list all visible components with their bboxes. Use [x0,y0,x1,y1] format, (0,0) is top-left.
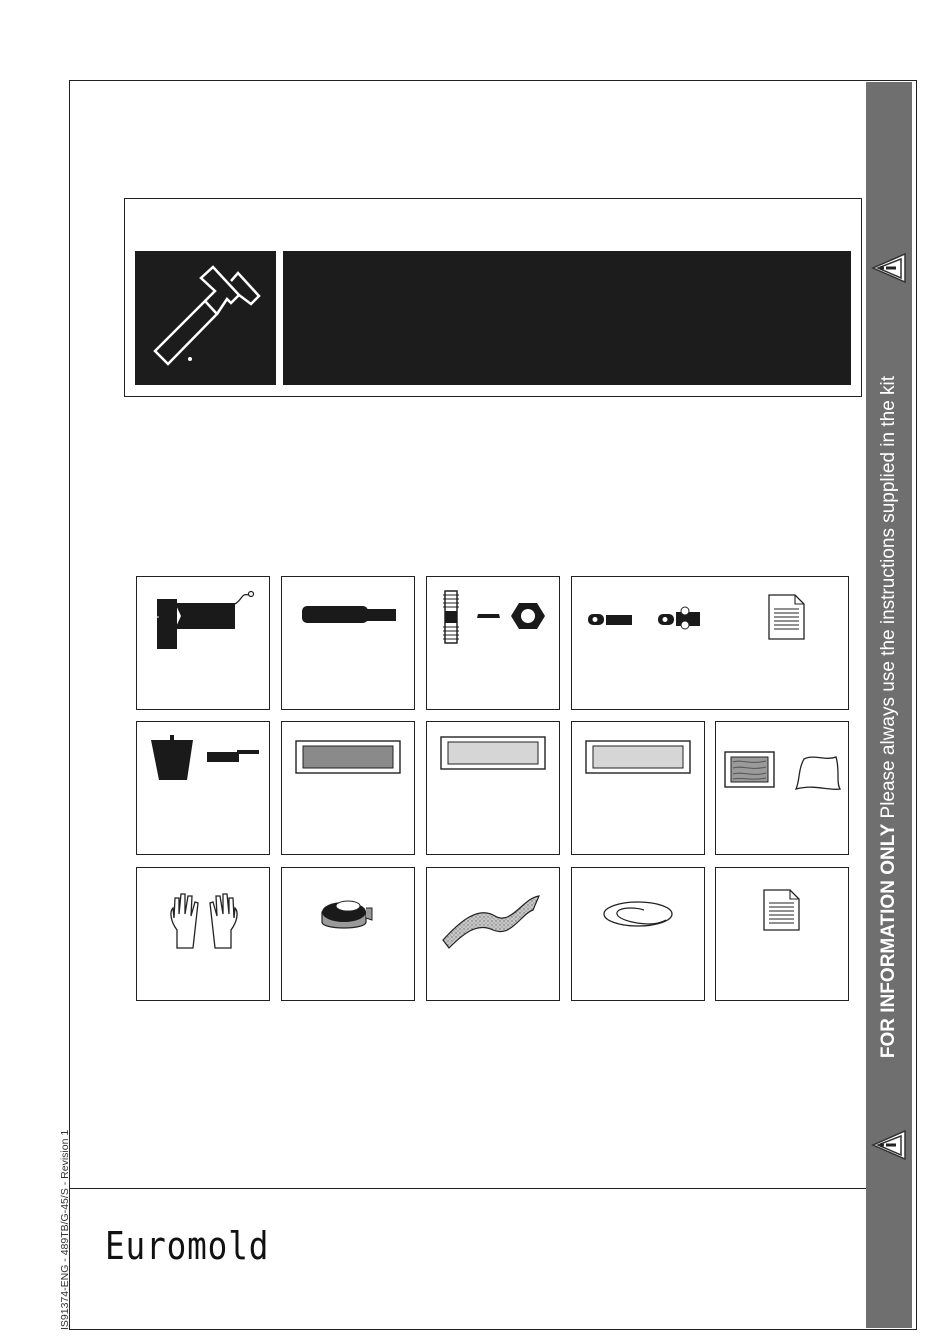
brand-logo: Euromold [105,1224,270,1268]
oring-icon [572,868,706,1002]
component-lugs-and-sheet [571,576,849,710]
component-tape-roll [281,867,415,1001]
component-oring [571,867,705,1001]
warning-text-panel [283,251,851,385]
component-abrasive-strip [426,867,560,1001]
component-gloves [136,867,270,1001]
warning-triangle-icon [870,1127,908,1163]
side-notice [877,327,901,1107]
component-housing-with-lead [136,576,270,710]
tool-warning-icon [135,251,276,385]
side-notice-text: Please always use the instructions supplied in the kit [878,375,899,824]
instruction-sheet-icon [716,868,850,1002]
light-strip-icon [572,722,706,856]
abrasive-strip-icon [427,868,561,1002]
warning-triangle-icon [870,250,908,286]
component-connector-pin [281,576,415,710]
tape-roll-icon [282,868,416,1002]
housing-with-lead-icon [137,577,271,711]
footer-divider [69,1188,866,1189]
component-instruction-sheet [715,867,849,1001]
dark-strip-icon [282,722,416,856]
component-stud-washer-nut [426,576,560,710]
lugs-and-sheet-icon [572,577,850,711]
document-reference: IS91374-ENG - 489TB/G-45/S - Revision 1 [59,1129,71,1330]
component-cloth-pack [715,721,849,855]
component-cap-and-tool [136,721,270,855]
gloves-icon [137,868,271,1002]
cap-and-tool-icon [137,722,271,856]
component-light-strip [426,721,560,855]
cloth-pack-icon [716,722,850,856]
component-dark-strip [281,721,415,855]
connector-pin-icon [282,577,416,711]
component-light-strip [571,721,705,855]
stud-washer-nut-icon [427,577,561,711]
light-strip-icon [427,722,561,856]
side-notice-bold: FOR INFORMATION ONLY [878,823,899,1059]
